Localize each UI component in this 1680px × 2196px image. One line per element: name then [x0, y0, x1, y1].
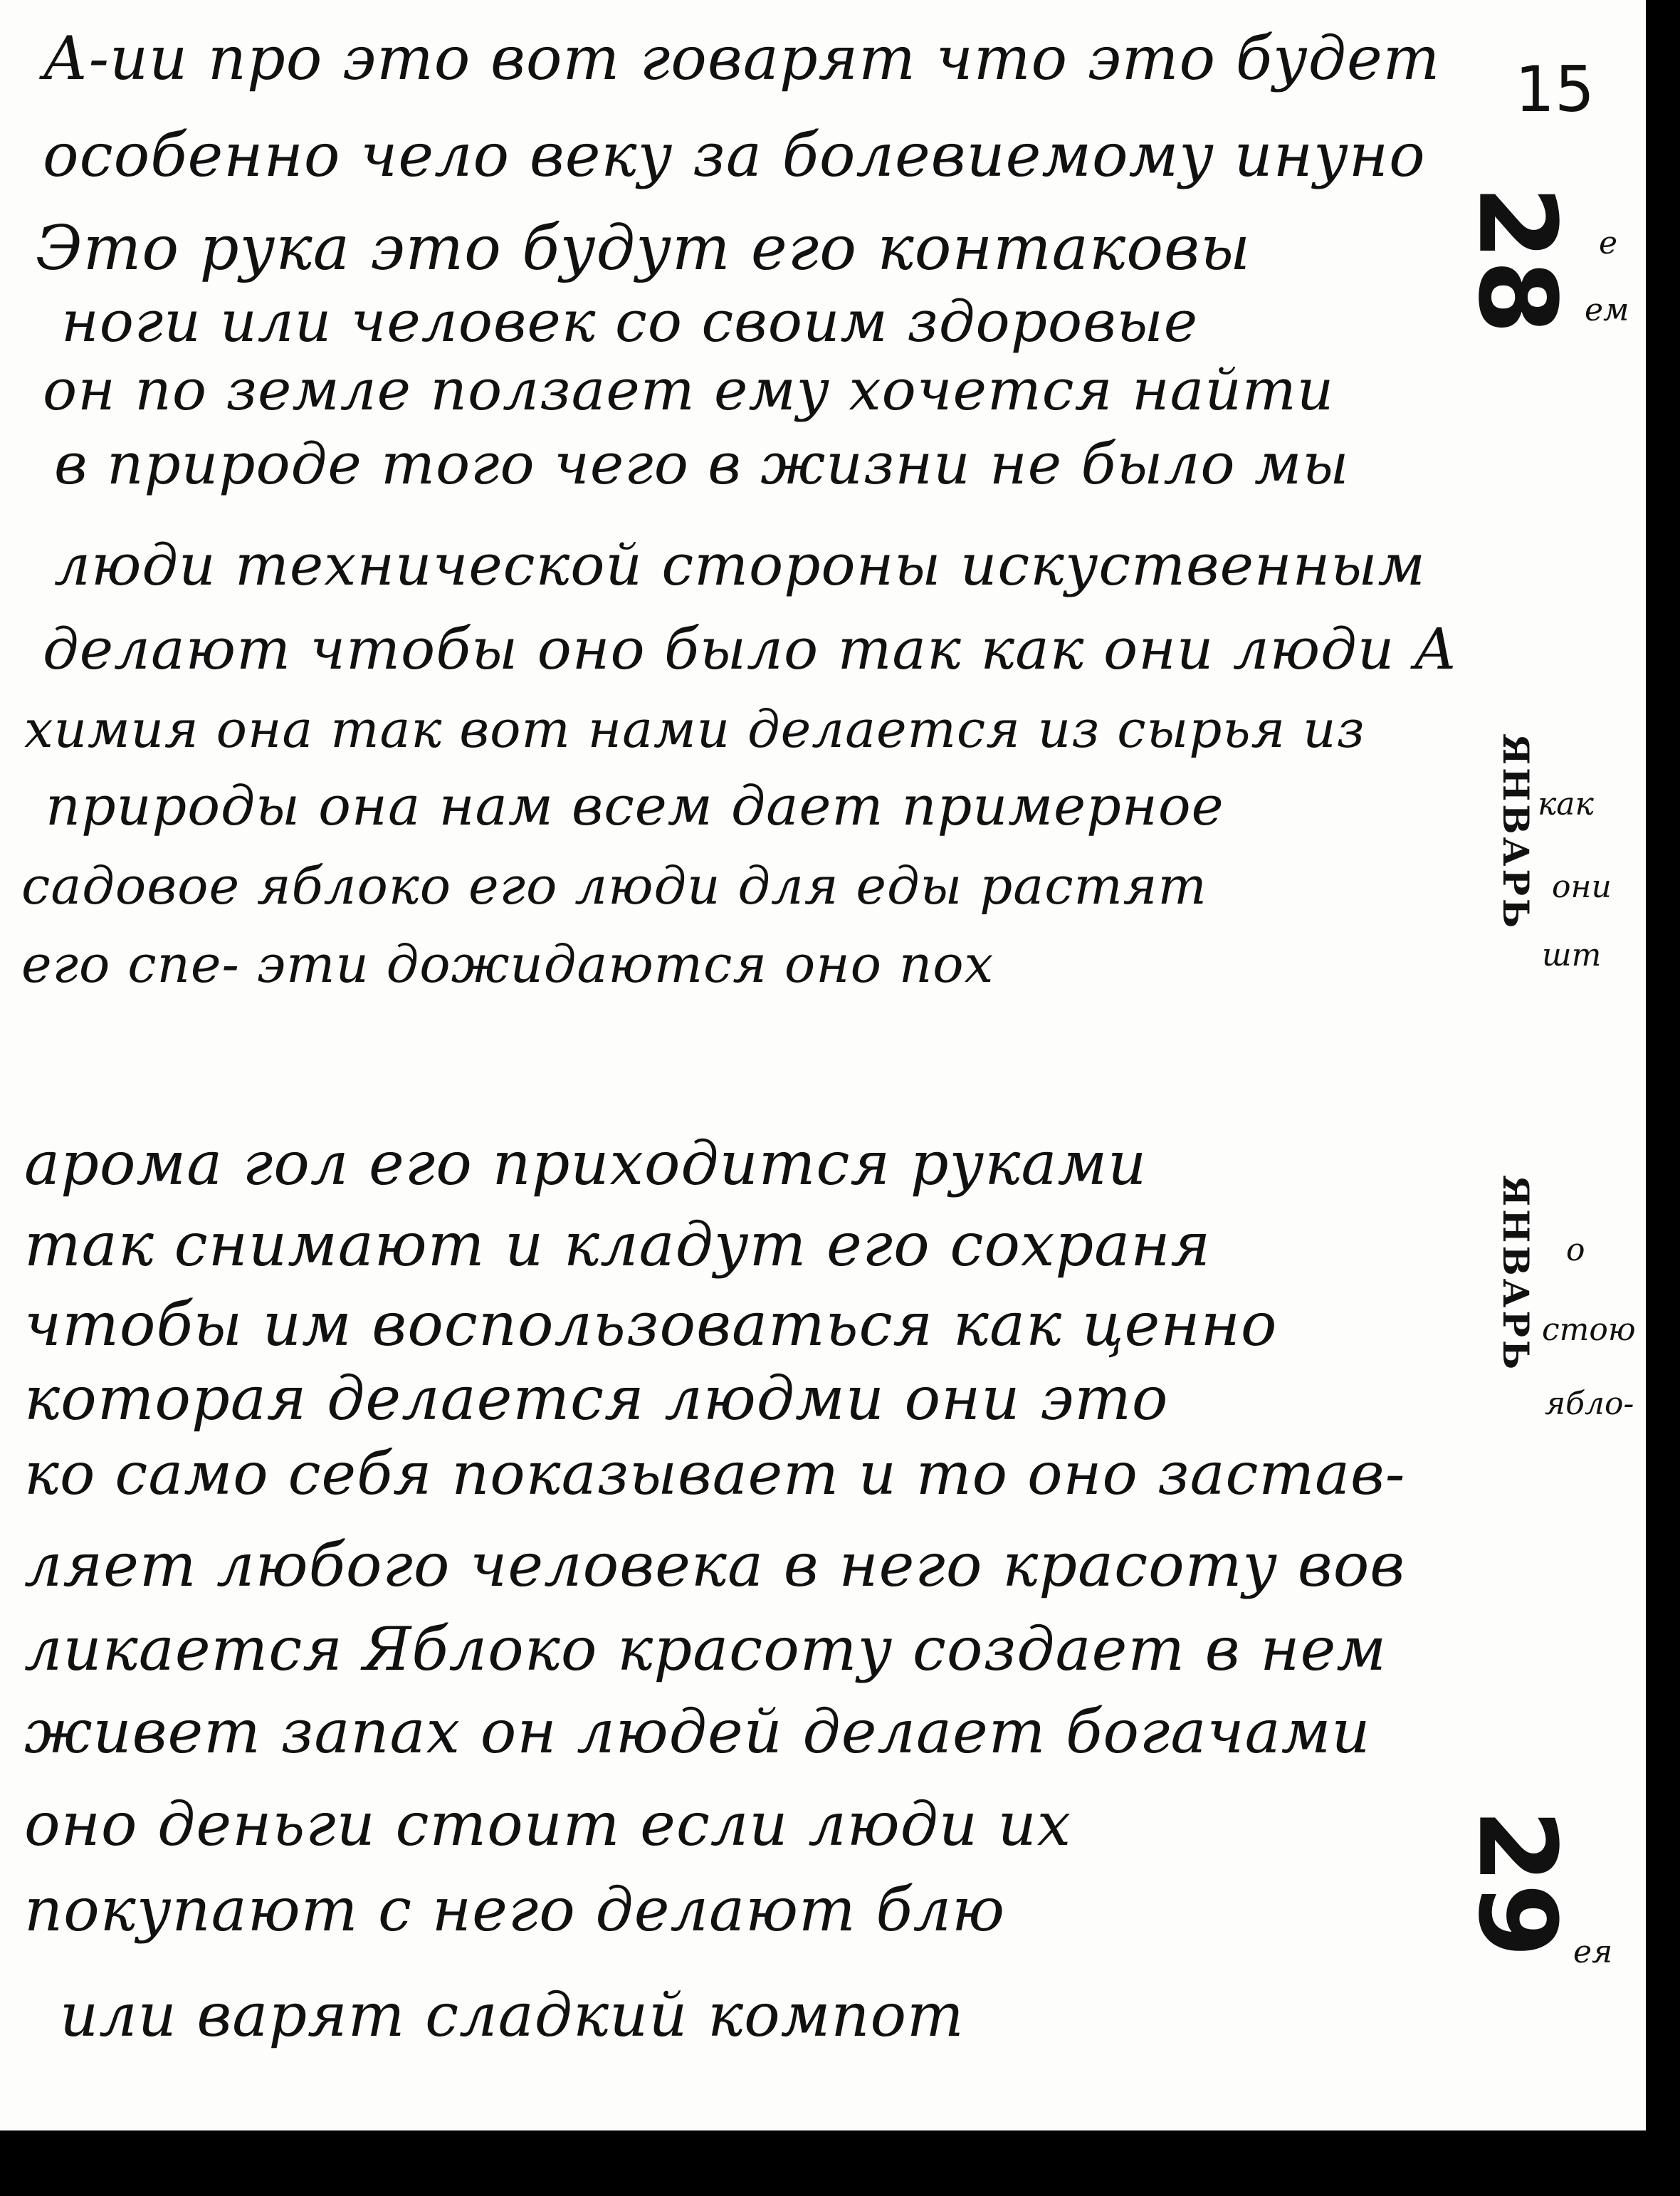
text-line: которая делается людми они это	[24, 1364, 1169, 1433]
text-line: А-ии про это вот говарят что это будет	[43, 23, 1441, 93]
month-label: ЯНВАРЬ	[1495, 1175, 1537, 1373]
text-line: химия она так вот нами делается из сырья из	[24, 699, 1365, 759]
month-label: ЯНВАРЬ	[1495, 733, 1537, 931]
text-line: ко само себя показывает и то оно застав-	[24, 1441, 1406, 1508]
text-line: или варят сладкий компот	[60, 1980, 965, 2050]
margin-note: ябло-	[1545, 1386, 1634, 1422]
text-line: ликается Яблоко красоту создает в нем	[24, 1614, 1387, 1684]
text-line: арома гол его приходится руками	[24, 1129, 1148, 1198]
text-line: так снимают и кладут его сохраня	[24, 1210, 1212, 1280]
text-line: Это рука это будут его контаковы	[36, 213, 1251, 284]
text-line: его спе- эти дожидаются оно пох	[21, 934, 994, 994]
margin-note: о	[1566, 1232, 1585, 1268]
text-line: чтобы им воспользоваться как ценно	[24, 1290, 1278, 1359]
text-line: живет запах он людей делает богачами	[24, 1697, 1371, 1767]
text-line: природы она нам всем дает примерное	[46, 774, 1224, 837]
margin-note: шт	[1542, 937, 1602, 973]
page-number: 15	[1515, 53, 1595, 126]
text-line: ноги или человек со своим здоровые	[61, 288, 1199, 355]
margin-note: стою	[1542, 1312, 1636, 1348]
margin-note: ем	[1585, 292, 1629, 328]
text-line: садовое яблоко его люди для еды растят	[21, 856, 1207, 916]
margin-note: е	[1599, 225, 1618, 261]
text-line: делают чтобы оно было так как они люди А	[43, 616, 1458, 682]
text-line: он по земле ползает ему хочется найти	[43, 357, 1335, 423]
text-line: особенно чело веку за болевиемому инуно	[43, 120, 1426, 190]
text-line: в природе того чего в жизни не было мы	[54, 431, 1350, 497]
scan-border-right	[1646, 0, 1680, 2196]
text-line: покупают с него делают блю	[24, 1875, 1006, 1945]
date-number: 29	[1454, 1809, 1579, 1958]
text-line: оно деньги стоит если люди их	[24, 1789, 1072, 1859]
date-number: 28	[1454, 185, 1579, 335]
text-line: ляет любого человека в него красоту вов	[24, 1530, 1406, 1600]
margin-note: как	[1538, 786, 1594, 822]
text-line: люди технической стороны искуственным	[54, 532, 1426, 598]
margin-note: ея	[1573, 1934, 1613, 1970]
scan-border-bottom	[0, 2130, 1680, 2196]
margin-note: они	[1552, 869, 1612, 905]
